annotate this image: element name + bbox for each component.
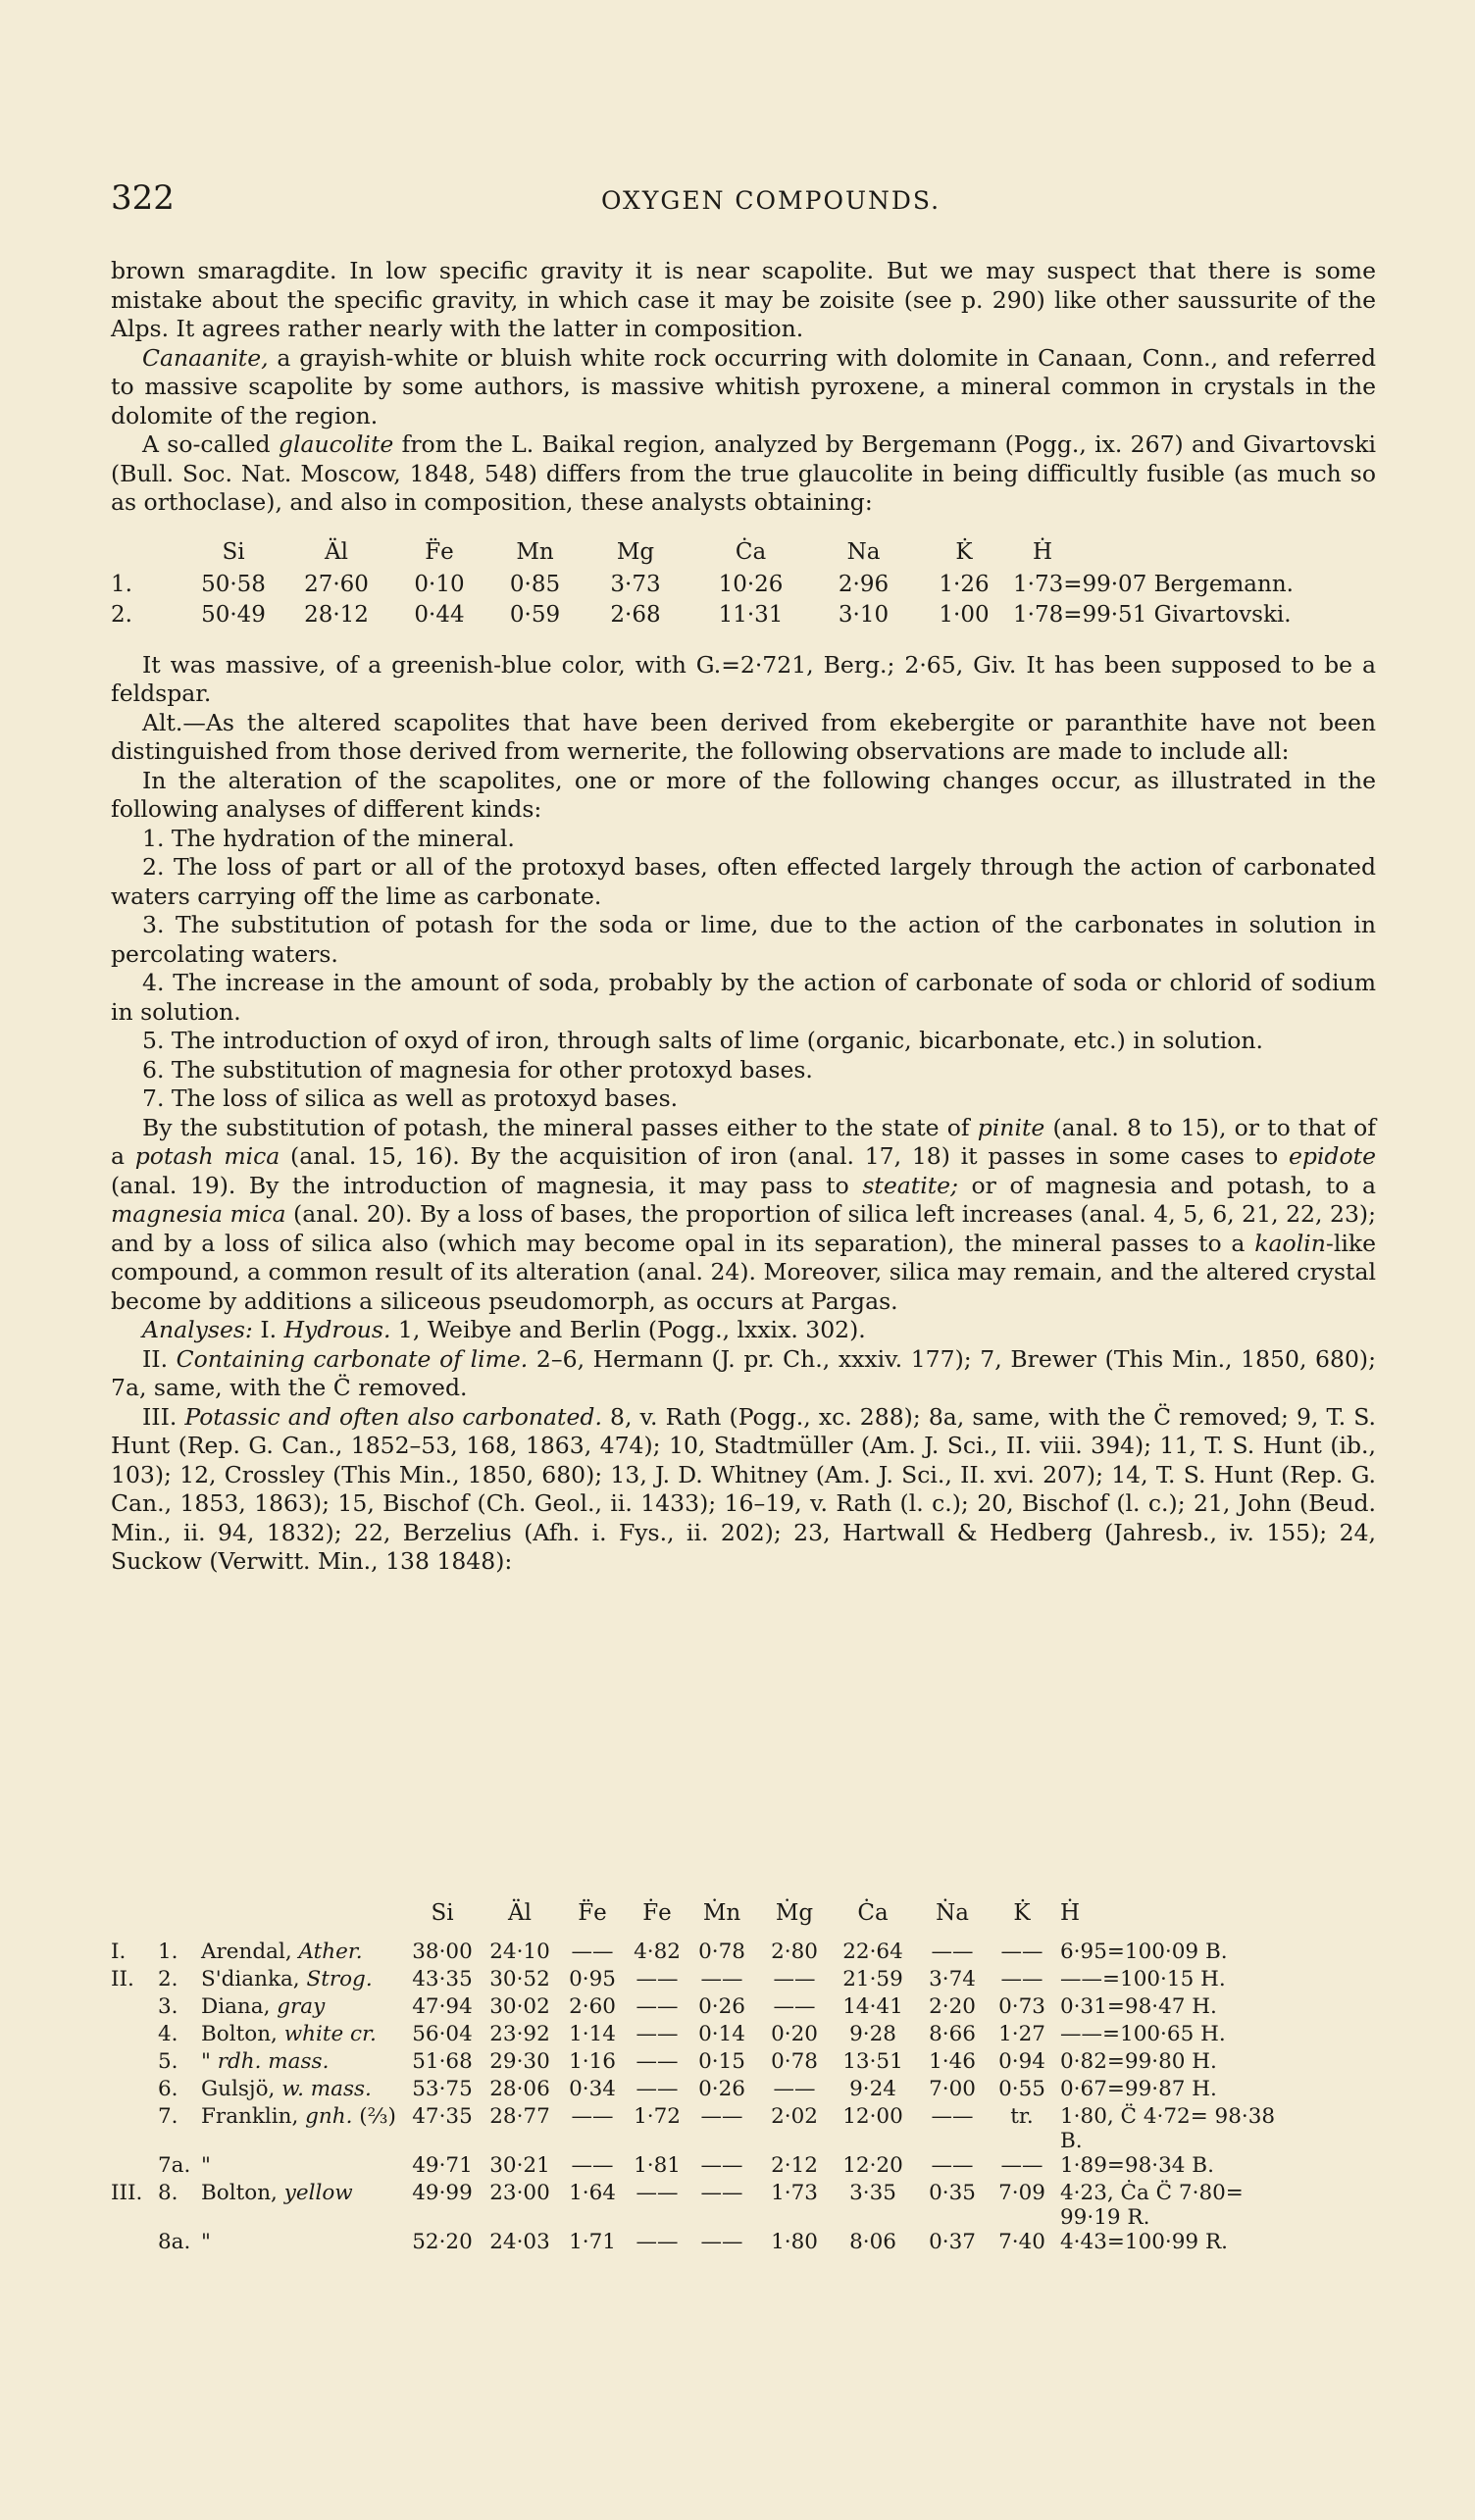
table-row: [111, 2153, 1276, 2181]
group-label: [111, 2049, 158, 2077]
table-cell: ——: [636, 2077, 679, 2101]
table-cell: 0·31=98·47 H.: [1060, 1994, 1217, 2019]
list-item: 4. The increase in the amount of soda, probably by the action of carbonate of soda or chlorid of sodium in solution.: [111, 969, 1376, 1026]
table-row: [111, 2230, 1276, 2257]
group-label: III.: [111, 2181, 143, 2205]
table-cell: 30·02: [489, 1994, 550, 2019]
table-cell: 0·26: [698, 1994, 745, 2019]
table-row: [111, 1940, 1276, 1967]
table-cell: 7·00: [929, 2077, 976, 2101]
page-body: [111, 257, 1376, 1577]
table-cell: 12·00: [842, 2104, 903, 2129]
page-header: [111, 178, 1376, 227]
table-cell: 2·12: [771, 2153, 818, 2178]
table-cell: 4·82: [634, 1940, 681, 1964]
col-header: Ḣ: [1060, 1900, 1081, 1926]
table-cell: 9·24: [849, 2077, 896, 2101]
col-header: K̇: [955, 538, 973, 565]
table-cell: 23·00: [489, 2181, 550, 2205]
table-cell: 1·81: [634, 2153, 681, 2178]
table-cell: 0·55: [998, 2077, 1045, 2101]
table-cell: 51·68: [412, 2049, 473, 2074]
table-cell: 38·00: [412, 1940, 473, 1964]
col-header: Mn: [516, 538, 554, 565]
col-header: F̈e: [425, 538, 454, 565]
table-cell: ——: [700, 2230, 743, 2254]
table-cell: 1·16: [569, 2049, 616, 2074]
group-label: II.: [111, 1967, 134, 1991]
locality-cell: 4. Bolton, white cr.: [158, 2022, 377, 2046]
locality-cell: 7a. ": [158, 2153, 211, 2178]
table-cell: 43·35: [412, 1967, 473, 1991]
col-header: Ṅa: [936, 1900, 969, 1926]
analysis-table-altered-scapolites: [111, 1900, 1276, 2257]
table-cell: ——: [636, 2022, 679, 2046]
table-cell: 3·74: [929, 1967, 976, 1991]
table-cell: 21·59: [842, 1967, 903, 1991]
table-cell: 0·82=99·80 H.: [1060, 2049, 1217, 2074]
paragraph: A so-called glaucolite from the L. Baikal region, analyzed by Bergemann (Pogg., ix. 267) and Givartovski (Bull. Soc. Nat. Moscow, 1848, 548) differs from the true glaucolite in being difficultly fusible (as much so as orthoclase), and also in composition, these analysts obtaining:: [111, 430, 1376, 516]
col-header: Mg: [616, 538, 655, 565]
list-item: 6. The substitution of magnesia for other protoxyd bases.: [142, 1055, 813, 1084]
table-cell: 1·27: [998, 2022, 1045, 2046]
table-row: [111, 2077, 1276, 2104]
table-row: [111, 2022, 1276, 2049]
table-cell: 0·35: [929, 2181, 976, 2205]
table-cell: 1·64: [569, 2181, 616, 2205]
paragraph: By the substitution of potash, the mineral passes either to the state of pinite (anal. 8 to 15), or to that of a potash mica (anal. 15, 16). By the acquisition of iron (anal. 17, 18) it passes in some cases to epidote (anal. 19). By the introduction of magnesia, it may pass to steatite; or of magnesia and potash, to a magnesia mica (anal. 20). By a loss of bases, the proportion of silica left increases (anal. 4, 5, 6, 21, 22, 23); and by a loss of silica also (which may become opal in its separation), the mineral passes to a kaolin-like compound, a common result of its alteration (anal. 24). Moreover, silica may remain, and the altered crystal become by additions a siliceous pseudomorph, as occurs at Pargas.: [111, 1113, 1376, 1315]
table-cell: ——=100·15 H.: [1060, 1967, 1226, 1991]
table-cell: ——: [773, 1994, 816, 2019]
table-cell: ——: [571, 2104, 614, 2129]
table-row: 1. 50·58 27·60 0·10 0·85 3·73 10·26 2·96 1·26 1·73=99·07 Bergemann.: [111, 572, 1294, 598]
table-cell: ——: [636, 2049, 679, 2074]
group-label: [111, 2077, 158, 2104]
table-cell: 49·99: [412, 2181, 473, 2205]
running-title: OXYGEN COMPOUNDS.: [601, 186, 941, 215]
table-row: [111, 2104, 1276, 2153]
table-cell: 49·71: [412, 2153, 473, 2178]
table-cell: 1·73: [771, 2181, 818, 2205]
col-header: Äl: [325, 538, 348, 565]
table-cell: 56·04: [412, 2022, 473, 2046]
table-cell: 0·95: [569, 1967, 616, 1991]
table-cell: 0·78: [771, 2049, 818, 2074]
table-cell: 3·35: [849, 2181, 896, 2205]
paragraph: III. Potassic and often also carbonated. 8, v. Rath (Pogg., xc. 288); 8a, same, with the C̈ removed; 9, T. S. Hunt (Rep. G. Can., 1852–53, 168, 1863, 474); 10, Stadtmüller (Am. J. Sci., II. viii. 394); 11, T. S. Hunt (ib., 103); 12, Crossley (This Min., 1850, 680); 13, J. D. Whitney (Am. J. Sci., II. xvi. 207); 14, T. S. Hunt (Rep. G. Can., 1853, 1863); 15, Bischof (Ch. Geol., ii. 1433); 16–19, v. Rath (l. c.); 20, Bischof (l. c.); 21, John (Beud. Min., ii. 94, 1832); 22, Berzelius (Afh. i. Fys., ii. 202); 23, Hartwall & Hedberg (Jahresb., iv. 155); 24, Suckow (Verwitt. Min., 138 1848):: [111, 1402, 1377, 1575]
table-cell: 1·80, C̈ 4·72= 98·38 B.: [1060, 2104, 1276, 2153]
col-header: Na: [846, 538, 881, 565]
table-cell: 22·64: [842, 1940, 903, 1964]
table-cell: 8·06: [849, 2230, 896, 2254]
table-cell: 0·34: [569, 2077, 616, 2101]
col-header: Ḣ: [1033, 538, 1053, 565]
list-item: 7. The loss of silica as well as protoxyd bases.: [142, 1084, 679, 1112]
table-cell: 6·95=100·09 B.: [1060, 1940, 1228, 1964]
paragraph: brown smaragdite. In low specific gravity it is near scapolite. But we may suspect that there is some mistake about the specific gravity, in which case it may be zoisite (see p. 290) like other saussurite of the Alps. It agrees rather nearly with the latter in composition.: [111, 257, 1376, 342]
col-header: Si: [431, 1900, 454, 1926]
col-header: Äl: [508, 1900, 532, 1926]
group-label: I.: [111, 1940, 127, 1964]
table-cell: 2·60: [569, 1994, 616, 2019]
table-cell: 30·52: [489, 1967, 550, 1991]
list-item: 2. The loss of part or all of the protoxyd bases, often effected largely through the action of carbonated waters carrying off the lime as carbonate.: [111, 853, 1376, 910]
paragraph: It was massive, of a greenish-blue color, with G.=2·721, Berg.; 2·65, Giv. It has been supposed to be a feldspar.: [111, 650, 1376, 707]
table-cell: 1·71: [569, 2230, 616, 2254]
table-cell: 0·14: [698, 2022, 745, 2046]
group-label: [111, 2022, 158, 2049]
table-cell: 0·37: [929, 2230, 976, 2254]
table-cell: ——: [1000, 1940, 1043, 1964]
table-cell: 28·77: [489, 2104, 550, 2129]
table-cell: 13·51: [842, 2049, 903, 2074]
table-cell: 9·28: [849, 2022, 896, 2046]
table-cell: 53·75: [412, 2077, 473, 2101]
table-cell: 0·67=99·87 H.: [1060, 2077, 1217, 2101]
table-cell: ——: [931, 2153, 974, 2178]
table-cell: 0·15: [698, 2049, 745, 2074]
col-header: Ḟe: [642, 1900, 672, 1926]
table-cell: ——: [700, 2153, 743, 2178]
group-label: [111, 2104, 158, 2153]
table-cell: ——: [636, 1967, 679, 1991]
page-number: 322: [111, 178, 175, 218]
table-cell: ——: [1000, 2153, 1043, 2178]
table-row: 2. 50·49 28·12 0·44 0·59 2·68 11·31 3·10 1·00 1·78=99·51 Givartovski.: [111, 602, 1292, 629]
table-cell: tr.: [1010, 2104, 1034, 2129]
table-cell: 2·80: [771, 1940, 818, 1964]
table-cell: ——: [700, 2181, 743, 2205]
table-cell: ——: [571, 1940, 614, 1964]
paragraph: Canaanite, a grayish-white or bluish white rock occurring with dolomite in Canaan, Conn., and referred to massive scapolite by some authors, is massive whitish pyroxene, a mineral common in crystals in the dolomite of the region.: [111, 343, 1376, 429]
table-cell: 47·94: [412, 1994, 473, 2019]
table-cell: ——: [931, 2104, 974, 2129]
list-item: 3. The substitution of potash for the soda or lime, due to the action of the carbonates in solution in percolating waters.: [111, 911, 1376, 968]
table-cell: 7·09: [998, 2181, 1045, 2205]
locality-cell: 3. Diana, gray: [158, 1994, 326, 2019]
table-cell: ——: [700, 1967, 743, 1991]
table-cell: ——=100·65 H.: [1060, 2022, 1226, 2046]
table-cell: 23·92: [489, 2022, 550, 2046]
table-cell: 29·30: [489, 2049, 550, 2074]
table-cell: 2·20: [929, 1994, 976, 2019]
table-row: [111, 1967, 1276, 1994]
col-header: Ċa: [735, 538, 767, 565]
table-cell: 1·46: [929, 2049, 976, 2074]
paragraph: Alt.—As the altered scapolites that have been derived from ekebergite or paranthite have not been distinguished from those derived from wernerite, the following observations are made to include all:: [111, 708, 1376, 765]
table-cell: 1·89=98·34 B.: [1060, 2153, 1214, 2178]
locality-cell: 8a. ": [158, 2230, 211, 2254]
table-cell: ——: [773, 1967, 816, 1991]
table-row: [111, 2049, 1276, 2077]
table-header-row: [111, 1900, 1276, 1940]
table-cell: ——: [636, 2230, 679, 2254]
locality-cell: 2. S'dianka, Strog.: [158, 1967, 373, 1991]
table-cell: 0·78: [698, 1940, 745, 1964]
list-item: 5. The introduction of oxyd of iron, through salts of lime (organic, bicarbonate, etc.) in solution.: [142, 1027, 1263, 1054]
col-header: Si: [222, 538, 245, 565]
analysis-table-glaucolite: [111, 535, 1327, 631]
locality-cell: 6. Gulsjö, w. mass.: [158, 2077, 372, 2101]
list-item: 1. The hydration of the mineral.: [142, 824, 515, 852]
locality-cell: 8. Bolton, yellow: [158, 2181, 353, 2205]
locality-cell: 5. " rdh. mass.: [158, 2049, 330, 2074]
table-cell: ——: [636, 1994, 679, 2019]
table-cell: 12·20: [842, 2153, 903, 2178]
group-label: [111, 2153, 158, 2181]
table-cell: 2·02: [771, 2104, 818, 2129]
table-cell: 28·06: [489, 2077, 550, 2101]
table-cell: 30·21: [489, 2153, 550, 2178]
table-cell: 52·20: [412, 2230, 473, 2254]
group-label: [111, 1994, 158, 2022]
table-cell: ——: [1000, 1967, 1043, 1991]
table-cell: 24·10: [489, 1940, 550, 1964]
table-cell: 4·23, Ċa C̈ 7·80= 99·19 R.: [1060, 2181, 1244, 2230]
group-label: [111, 2230, 158, 2257]
paragraph: Analyses: I. Hydrous. 1, Weibye and Berlin (Pogg., lxxix. 302).: [142, 1316, 866, 1343]
table-row: [111, 1994, 1276, 2022]
locality-cell: 7. Franklin, gnh. (⅔): [158, 2104, 396, 2129]
table-cell: ——: [931, 1940, 974, 1964]
locality-cell: 1. Arendal, Ather.: [158, 1940, 363, 1964]
paragraph: II. Containing carbonate of lime. 2–6, Hermann (J. pr. Ch., xxxiv. 177); 7, Brewer (This Min., 1850, 680); 7a, same, with the C̈ removed.: [111, 1344, 1376, 1401]
table-cell: 0·94: [998, 2049, 1045, 2074]
table-cell: 47·35: [412, 2104, 473, 2129]
table-cell: 0·73: [998, 1994, 1045, 2019]
table-cell: 24·03: [489, 2230, 550, 2254]
table-cell: ——: [571, 2153, 614, 2178]
table-header-row: [111, 535, 1327, 571]
table-cell: 1·80: [771, 2230, 818, 2254]
col-header: Ċa: [857, 1900, 889, 1926]
col-header: Ṁg: [775, 1900, 814, 1926]
table-cell: 7·40: [998, 2230, 1045, 2254]
table-cell: 0·26: [698, 2077, 745, 2101]
table-cell: 1·72: [634, 2104, 681, 2129]
paragraph: In the alteration of the scapolites, one or more of the following changes occur, as illustrated in the following analyses of different kinds:: [111, 766, 1376, 823]
table-cell: 0·20: [771, 2022, 818, 2046]
table-cell: 4·43=100·99 R.: [1060, 2230, 1228, 2254]
table-cell: 1·14: [569, 2022, 616, 2046]
table-cell: ——: [700, 2104, 743, 2129]
table-row: [111, 2181, 1276, 2230]
table-cell: ——: [773, 2077, 816, 2101]
col-header: K̇: [1013, 1900, 1031, 1926]
table-cell: ——: [636, 2181, 679, 2205]
col-header: Ṁn: [702, 1900, 741, 1926]
table-cell: 14·41: [842, 1994, 903, 2019]
table-cell: 8·66: [929, 2022, 976, 2046]
col-header: F̈e: [578, 1900, 607, 1926]
